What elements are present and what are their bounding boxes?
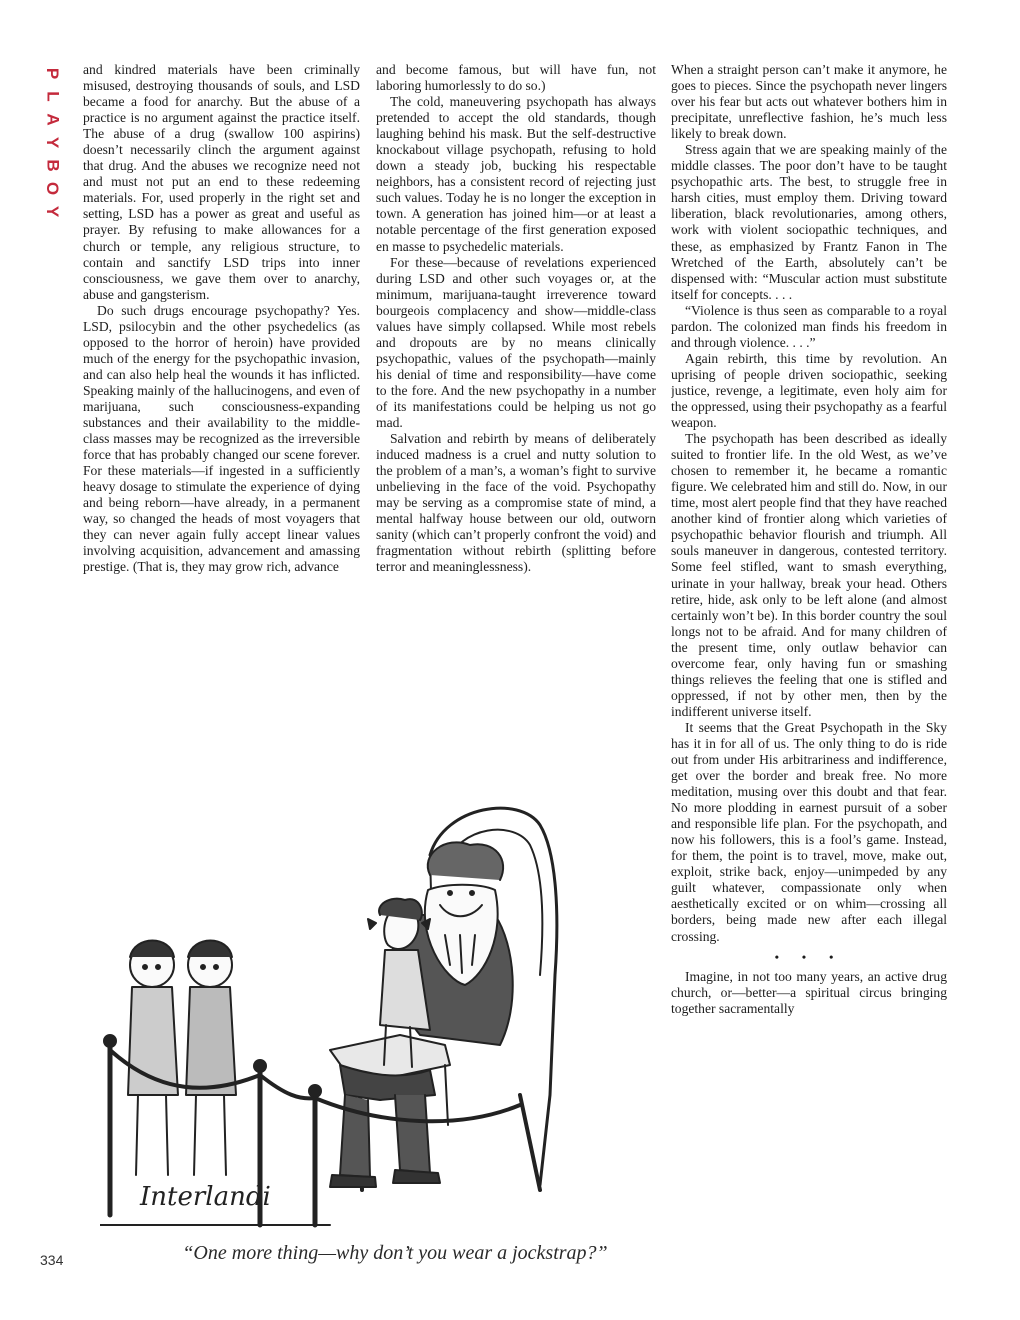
- artist-signature: Interlandi: [140, 1182, 271, 1212]
- page-number: 334: [40, 1252, 64, 1268]
- masthead-letter: Y: [43, 205, 63, 218]
- paragraph: For these—because of revelations experienced during LSD and other such voyages or, at the minimum, marijuana-taught irreverence toward bourgeois complacency and show—middle-class values have simply collapsed. While most rebels and dropouts are by no means clinically psychopathic, values of the psychopath—mainly his denial of time and responsibility—have come to the fore. And the new psychopathy in a number of its manifestations could be helping us not go mad.: [376, 254, 656, 431]
- paragraph: It seems that the Great Psychopath in the Sky has it in for all of us. The only thing to do is ride out from under His arbitrariness and indifference, get over the border and break free. No more meditation, musing over this doubt and that fear. No more plodding in earnest pursuit of a sober and responsible life plan. For the psychopath, and now his followers, this is a fool’s game. Instead, for them, the point is to travel, move, make out, exploit, strike back, enjoy—unimpeded by any guilt whatever, compassionate only when aesthetically excited or on whim—crossing all borders, being made new after each illegal crossing.: [671, 719, 947, 944]
- masthead-letter: B: [43, 159, 63, 172]
- paragraph: Imagine, in not too many years, an active drug church, or—better—a spiritual circus bringing together sacramentally: [671, 968, 947, 1016]
- paragraph: When a straight person can’t make it anymore, he goes to pieces. Since the psychopath never lingers over his fear but acts out whatever bothers him in precipitate, unreflective fashion, he’s much less likely to break down.: [671, 62, 947, 142]
- masthead-letter: A: [43, 113, 63, 126]
- section-separator: • • •: [774, 949, 844, 964]
- santa-cartoon-illustration: [100, 795, 665, 1235]
- paragraph: and become famous, but will have fun, not laboring humorlessly to do so.): [376, 62, 656, 94]
- paragraph: Do such drugs encourage psychopathy? Yes. LSD, psilocybin and the other psychedelics (as opposed to the horror of heroin) have provided much of the energy for the psychopathic invasion, and can also help heal the wounds it has inflicted. Speaking mainly of the hallucinogens, and even of marijuana, such consciousness-expanding substances and their availability to the middle-class masses may be recognized as the irreversible force that has probably changed our scene forever. For these materials—if ingested in a sufficiently heavy dosage to stimulate the experience of dying and being reborn—have already, in a permanent way, so changed the heads of most voyagers that they can never again fully accept linear values involving acquisition, advancement and amassing prestige. (That is, they may grow rich, advance: [83, 302, 360, 575]
- masthead-letter: Y: [43, 136, 63, 149]
- masthead-letter: L: [43, 91, 63, 102]
- cartoon-caption: “One more thing—why don’t you wear a jockstrap?”: [182, 1242, 608, 1264]
- paragraph: Salvation and rebirth by means of deliberately induced madness is a cruel and nutty solution to the problem of a man’s, a woman’s fight to survive unbelieving in the face of the void. Psychopathy may be serving as a compromise state of mind, a mental halfway house between our old, outworn sanity (which can’t properly confront the void) and fragmentation without rebirth (splitting before terror and meaninglessness).: [376, 431, 656, 575]
- paragraph: Again rebirth, this time by revolution. An uprising of people driven sociopathic, seeking justice, revenge, a legitimate, even holy aim for the oppressed, using their psychopathy as a fearful weapon.: [671, 350, 947, 431]
- paragraph: and kindred materials have been criminally misused, destroying thousands of souls, and LSD became a food for anarchy. But the abuse of a practice is no argument against the practice itself. The abuse of a drug (swallow 100 aspirins) doesn’t necessarily clinch the argument against that drug. And the abuses we recognize need not and must not put an end to these redeeming materials. For, used properly in the right set and setting, LSD has a power as great and useful as prayer. By refusing to make allowances for a church or temple, any religious structure, to contain and sanctify LSD trips into inner consciousness, we gave them over to anarchy, abuse and gangsterism.: [83, 62, 360, 302]
- article-column-3: [671, 62, 947, 1272]
- paragraph: The cold, maneuvering psychopath has always pretended to accept the old standards, though laughing behind his mask. But the self-destructive knockabout village psychopath, refusing to hold down a steady job, bucking his respectable neighbors, has a consistent record of rejecting just such values. Today he is no longer the exception in town. A generation has joined him—or at least a notable percentage of the first generation exposed en masse to psychedelic materials.: [376, 94, 656, 254]
- paragraph: “Violence is thus seen as comparable to a royal pardon. The colonized man finds his freedom in and through violence. . . .”: [671, 302, 947, 350]
- masthead: [38, 62, 68, 223]
- paragraph: The psychopath has been described as ideally suited to frontier life. In the old West, as we’ve chosen to remember it, he became a romantic figure. We celebrated him and still do. Now, in our time, most alert people find that they have reached another kind of frontier along which varieties of psychopathic behavior flourish and triumph. All souls maneuver in dangerous, contested territory. Some feel stifled, want to smash everything, urinate in your hallway, break your head. Others retire, hide, ask only to be left alone (and almost certainly won’t be). In this border country the soul longs not to be afraid. And for many children of the present time, only outlaw behavior can overcome fear, only having fun or smashing things relieves the feeling that one is stifled and oppressed, if not by other men, then by the indifferent universe itself.: [671, 431, 947, 719]
- masthead-letter: O: [43, 181, 63, 196]
- paragraph: Stress again that we are speaking mainly of the middle classes. The poor don’t have to be taught psychopathic arts. The best, to struggle free in harsh cities, must employ them. Driving toward liberation, black revolutionaries, among others, work with violent sociopathic techniques, and these, as emphasized by Frantz Fanon in The Wretched of the Earth, absolutely can’t be dispensed with: “Muscular action must substitute itself for concepts. . . .: [671, 142, 947, 302]
- article-column-2: [376, 62, 656, 774]
- masthead-letter: P: [43, 67, 63, 80]
